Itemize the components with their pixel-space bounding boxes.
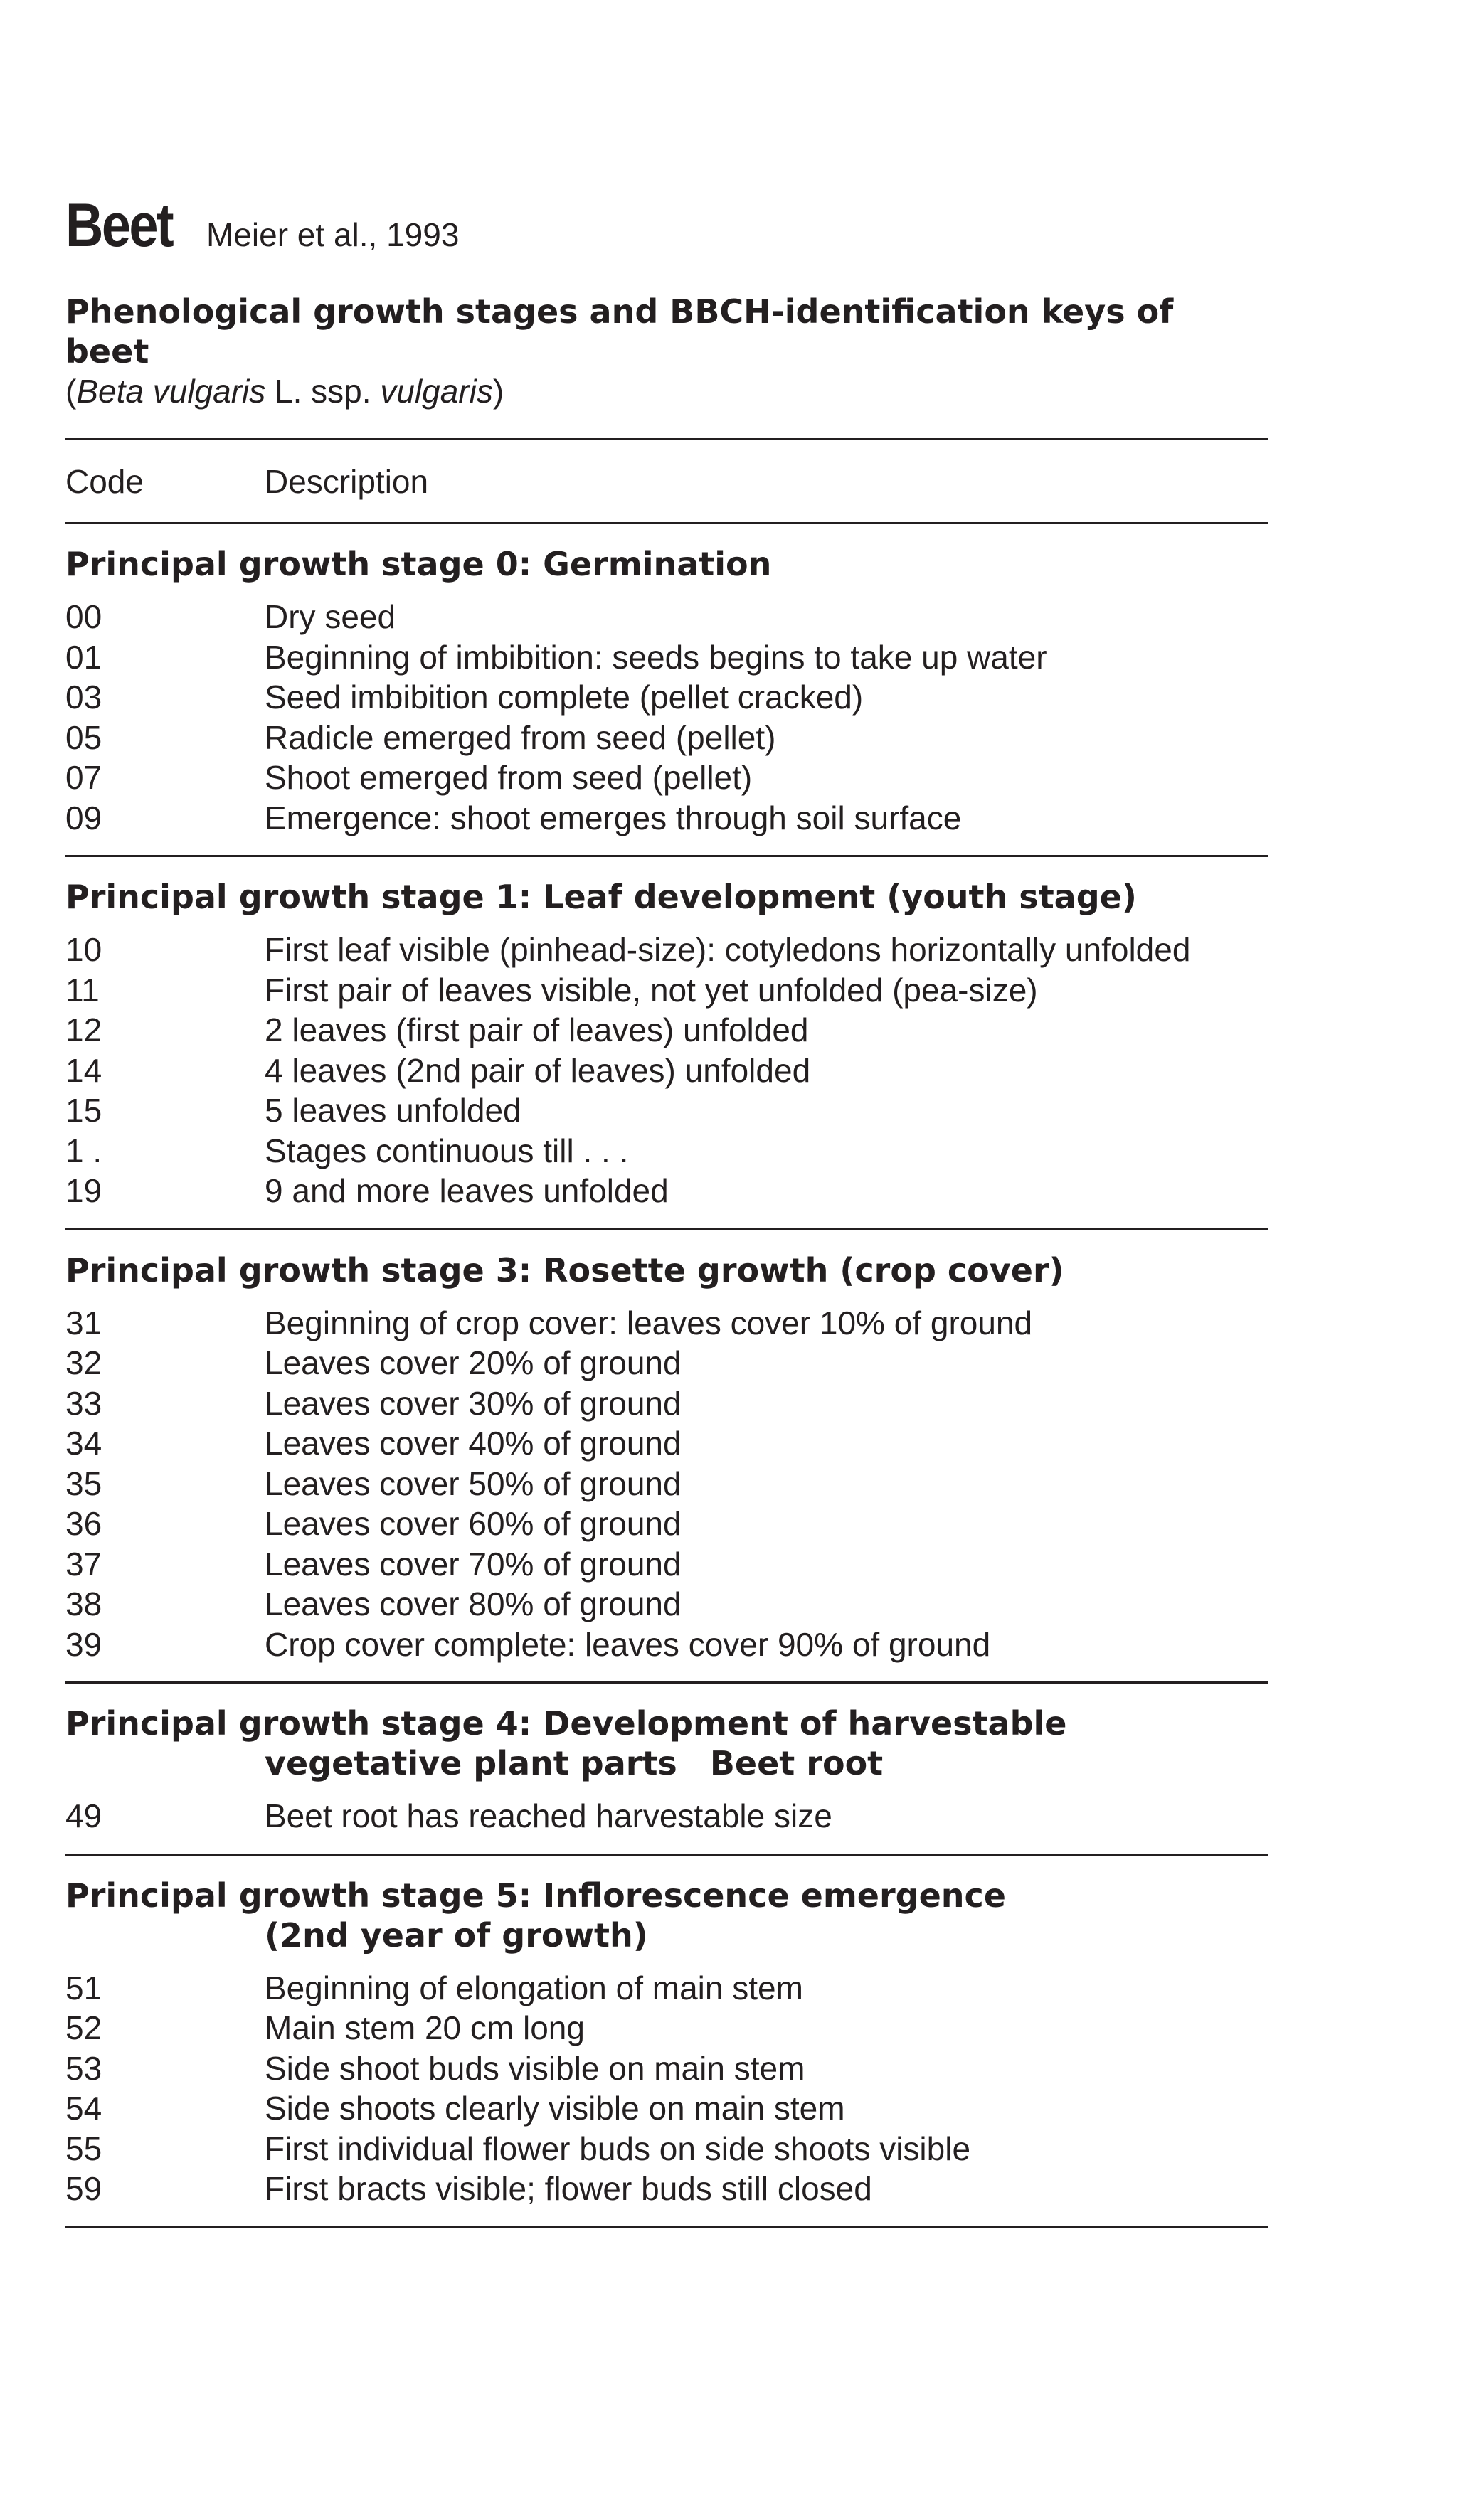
stage-code: 19 bbox=[65, 1172, 102, 1209]
stage-description: Leaves cover 70% of ground bbox=[265, 1545, 682, 1583]
stage-row bbox=[65, 1625, 1268, 1665]
stage-description: 2 leaves (first pair of leaves) unfolded bbox=[265, 1011, 809, 1048]
stage-row bbox=[65, 1343, 1268, 1383]
stage-description: Beginning of elongation of main stem bbox=[265, 1969, 803, 2006]
species-subspecies: vulgaris bbox=[380, 373, 493, 410]
stage-description: First bracts visible; flower buds still closed bbox=[265, 2170, 872, 2207]
stage-row bbox=[65, 1504, 1268, 1544]
stage-row bbox=[65, 1131, 1268, 1171]
stage-code: 54 bbox=[65, 2090, 102, 2127]
section-title-cont-text: (2nd year of growth) bbox=[265, 1915, 648, 1955]
stage-row bbox=[65, 1051, 1268, 1091]
stage-description: Leaves cover 50% of ground bbox=[265, 1464, 682, 1502]
stage-row bbox=[65, 1968, 1268, 2009]
stage-description: Radicle emerged from seed (pellet) bbox=[265, 718, 776, 756]
stage-row bbox=[65, 1544, 1268, 1585]
species-paren-open: ( bbox=[65, 373, 77, 410]
stage-code: 32 bbox=[65, 1344, 102, 1381]
stage-code: 38 bbox=[65, 1585, 102, 1622]
column-header-row bbox=[65, 440, 1268, 522]
stage-code: 03 bbox=[65, 679, 102, 716]
stage-row bbox=[65, 2129, 1268, 2169]
stage-row bbox=[65, 1171, 1268, 1211]
species-paren-close: ) bbox=[492, 373, 504, 410]
section-title bbox=[65, 857, 1268, 930]
stage-code: 52 bbox=[65, 2009, 102, 2046]
stage-row bbox=[65, 1303, 1268, 1344]
stage-code: 31 bbox=[65, 1304, 102, 1341]
stage-code: 55 bbox=[65, 2130, 102, 2167]
description-column-header: Description bbox=[265, 462, 429, 500]
section-title-continuation bbox=[65, 1915, 1268, 1955]
stage-row bbox=[65, 2088, 1268, 2129]
stage-section bbox=[65, 524, 1268, 855]
stage-description: Leaves cover 80% of ground bbox=[265, 1585, 682, 1622]
section-title-text: Principal growth stage 5: Inflorescence emergence bbox=[65, 1876, 1007, 1915]
section-title-text: Principal growth stage 0: Germination bbox=[65, 545, 772, 583]
page-title: Beet bbox=[65, 191, 172, 260]
stage-sections bbox=[65, 524, 1268, 2228]
stage-code: 09 bbox=[65, 799, 102, 836]
stage-description: Emergence: shoot emerges through soil surface bbox=[265, 799, 962, 836]
document-subtitle: Phenological growth stages and BBCH-identification keys of beet bbox=[65, 292, 1174, 371]
stage-description: Dry seed bbox=[265, 598, 396, 635]
stage-row bbox=[65, 1383, 1268, 1424]
section-title-text: Principal growth stage 4: Development of harvestable bbox=[65, 1704, 1067, 1743]
stage-code: 01 bbox=[65, 638, 102, 676]
stage-row bbox=[65, 1584, 1268, 1625]
stage-description: Stages continuous till . . . bbox=[265, 1132, 629, 1169]
stage-description: Leaves cover 20% of ground bbox=[265, 1344, 682, 1381]
stage-description: Beginning of crop cover: leaves cover 10% of ground bbox=[265, 1304, 1033, 1341]
stage-row bbox=[65, 677, 1268, 718]
species-genus: Beta vulgaris bbox=[76, 373, 266, 410]
stage-description: First pair of leaves visible, not yet unfolded (pea-size) bbox=[265, 971, 1038, 1009]
stage-code: 14 bbox=[65, 1051, 102, 1089]
section-title bbox=[65, 524, 1268, 597]
stage-row bbox=[65, 1090, 1268, 1131]
stage-code: 11 bbox=[65, 971, 100, 1009]
stage-code: 12 bbox=[65, 1011, 102, 1048]
section-title bbox=[65, 1684, 1268, 1796]
stage-row bbox=[65, 2008, 1268, 2048]
section-title bbox=[65, 1856, 1268, 1968]
stage-description: Leaves cover 60% of ground bbox=[265, 1505, 682, 1542]
stage-description: 9 and more leaves unfolded bbox=[265, 1172, 669, 1209]
stage-code: 1 . bbox=[65, 1132, 102, 1169]
stage-description: Seed imbibition complete (pellet cracked) bbox=[265, 679, 864, 716]
stage-code: 35 bbox=[65, 1464, 102, 1502]
stage-code: 15 bbox=[65, 1092, 102, 1129]
stage-row bbox=[65, 970, 1268, 1011]
stage-row bbox=[65, 718, 1268, 758]
species-mid: L. ssp. bbox=[265, 373, 381, 410]
stage-code: 36 bbox=[65, 1505, 102, 1542]
stage-code: 39 bbox=[65, 1625, 102, 1663]
citation: Meier et al., 1993 bbox=[206, 216, 460, 253]
stage-section bbox=[65, 1856, 1268, 2226]
stage-description: Leaves cover 30% of ground bbox=[265, 1384, 682, 1422]
stage-row bbox=[65, 1796, 1268, 1836]
stage-description: Beginning of imbibition: seeds begins to take up water bbox=[265, 638, 1047, 676]
stage-row bbox=[65, 757, 1268, 798]
stage-row bbox=[65, 597, 1268, 637]
stage-description: 5 leaves unfolded bbox=[265, 1092, 521, 1129]
stage-code: 00 bbox=[65, 598, 102, 635]
stage-description: Side shoot buds visible on main stem bbox=[265, 2049, 805, 2087]
species-name bbox=[65, 371, 1268, 411]
stage-row bbox=[65, 2048, 1268, 2089]
document-page bbox=[65, 191, 1268, 2228]
stage-row bbox=[65, 1423, 1268, 1464]
stage-code: 53 bbox=[65, 2049, 102, 2087]
stage-code: 49 bbox=[65, 1797, 102, 1834]
section-title-extra: Beet root bbox=[709, 1744, 884, 1782]
stage-code: 10 bbox=[65, 931, 102, 968]
stage-row bbox=[65, 930, 1268, 970]
stage-section bbox=[65, 857, 1268, 1228]
stage-code: 59 bbox=[65, 2170, 102, 2207]
stage-code: 34 bbox=[65, 1425, 102, 1462]
stage-section bbox=[65, 1230, 1268, 1682]
stage-description: Main stem 20 cm long bbox=[265, 2009, 585, 2046]
section-title-text: Principal growth stage 3: Rosette growth (crop cover) bbox=[65, 1250, 1064, 1290]
stage-code: 51 bbox=[65, 1969, 102, 2006]
stage-code: 33 bbox=[65, 1384, 102, 1422]
stage-description: Leaves cover 40% of ground bbox=[265, 1425, 682, 1462]
stage-code: 07 bbox=[65, 759, 102, 796]
stage-row bbox=[65, 1010, 1268, 1051]
stage-description: Shoot emerged from seed (pellet) bbox=[265, 759, 753, 796]
stage-section bbox=[65, 1684, 1268, 1854]
section-title-continuation bbox=[65, 1743, 1268, 1783]
divider bbox=[65, 2226, 1268, 2228]
stage-description: Side shoots clearly visible on main stem bbox=[265, 2090, 845, 2127]
stage-row bbox=[65, 1464, 1268, 1504]
stage-row bbox=[65, 798, 1268, 839]
stage-code: 37 bbox=[65, 1545, 102, 1583]
stage-description: Beet root has reached harvestable size bbox=[265, 1797, 832, 1834]
stage-row bbox=[65, 2169, 1268, 2209]
section-title bbox=[65, 1230, 1268, 1303]
stage-row bbox=[65, 637, 1268, 678]
stage-description: First individual flower buds on side shoots visible bbox=[265, 2130, 971, 2167]
section-title-cont-text: vegetative plant parts bbox=[265, 1744, 677, 1782]
section-title-text: Principal growth stage 1: Leaf development (youth stage) bbox=[65, 878, 1137, 916]
title-line bbox=[65, 191, 1268, 262]
stage-description: First leaf visible (pinhead-size): cotyledons horizontally unfolded bbox=[265, 931, 1191, 968]
code-column-header: Code bbox=[65, 462, 144, 500]
stage-description: Crop cover complete: leaves cover 90% of ground bbox=[265, 1625, 991, 1663]
stage-code: 05 bbox=[65, 718, 102, 756]
stage-description: 4 leaves (2nd pair of leaves) unfolded bbox=[265, 1051, 811, 1089]
